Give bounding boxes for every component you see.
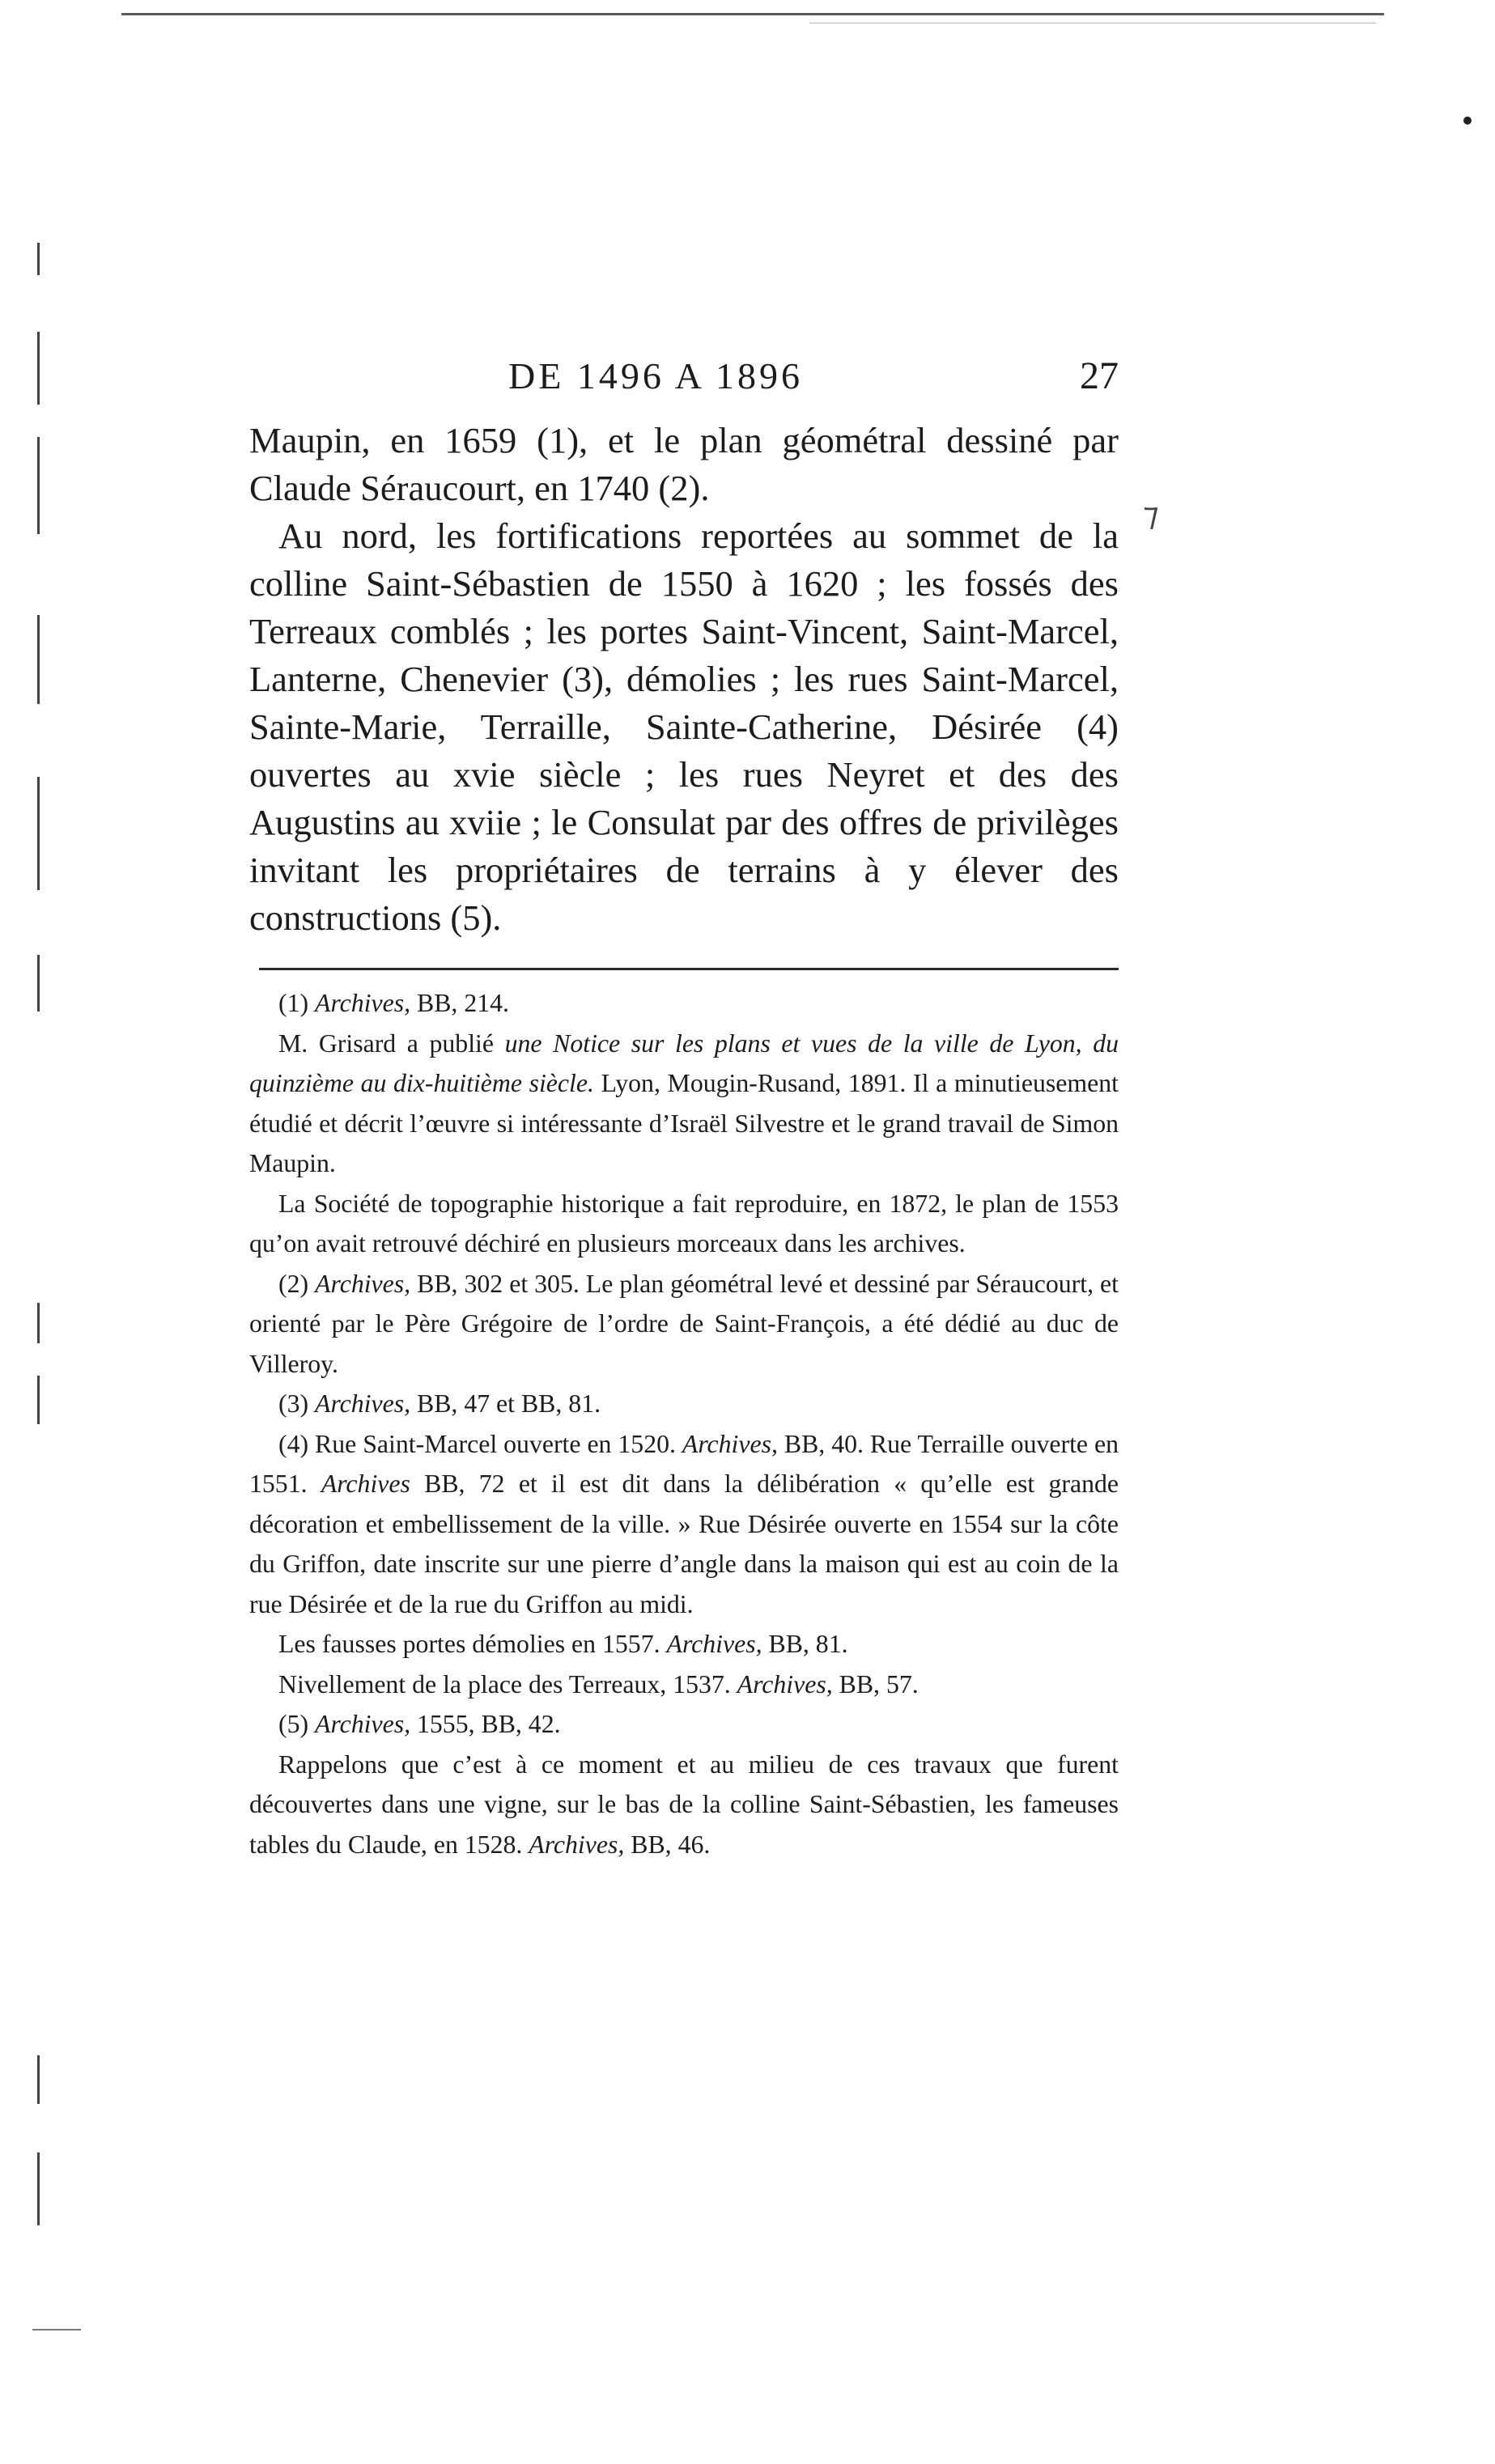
footnote-text: BB, 57.: [839, 1669, 919, 1699]
footnote-label: (1): [278, 989, 309, 1017]
work-title: une Notice sur les plans et vues de la ville de Lyon, du quinzième au dix-huitième siècle.: [249, 1028, 1119, 1097]
footnote-label: (5): [278, 1710, 309, 1738]
page-number: 27: [1080, 354, 1119, 397]
footnote-text: Nivellement de la place des Terreaux, 1537.: [278, 1669, 731, 1699]
footnote-separator: [259, 968, 1119, 970]
citation: Archives,: [529, 1830, 625, 1859]
footnote-text: Lyon, Mougin-Rusand, 1891. Il a minutieusement étudié et décrit l’œuvre si intéressante d’Israël Silvestre et le grand travail de Simon Maupin.: [249, 1069, 1119, 1177]
footnote-2: [249, 1264, 1119, 1385]
footnote-text: 1555, BB, 42.: [417, 1710, 561, 1738]
footnote-text: BB, 81.: [768, 1630, 848, 1658]
scan-edge-mark: [37, 437, 40, 534]
footnote-label: (2): [278, 1269, 309, 1298]
scan-bottom-mark: [32, 2329, 81, 2330]
citation: Archives,: [315, 1269, 411, 1298]
scan-edge-mark: [37, 955, 40, 1011]
scan-edge-mark: [37, 615, 40, 704]
footnote-1-continued: [249, 1024, 1119, 1184]
scan-top-border: [121, 13, 1384, 15]
scan-edge-mark: [37, 2152, 40, 2225]
footnote-4-continued: [249, 1665, 1119, 1705]
footnote-5: [249, 1704, 1119, 1745]
scan-edge-mark: [37, 2055, 40, 2104]
footnote-text: M. Grisard a publié: [278, 1028, 494, 1058]
footnote-text: BB, 46.: [631, 1830, 711, 1859]
footnote-text: BB, 72 et il est dit dans la délibération « qu’elle est grande décoration et embellissement de la ville. » Rue Désirée ouverte en 1554 sur la côte du Griffon, date inscrite sur une pierre d’angle dans la maison qui est au coin de la rue Désirée et de la rue du Griffon au midi.: [249, 1469, 1119, 1618]
running-header: [251, 348, 1119, 405]
footnote-5-continued: [249, 1745, 1119, 1865]
paragraph: Maupin, en 1659 (1), et le plan géométral dessiné par Claude Séraucourt, en 1740 (2).: [249, 420, 1119, 508]
footnotes: [249, 983, 1119, 1864]
footnote-text: BB, 302 et 305. Le plan géométral levé et dessiné par Séraucourt, et orienté par le Père Grégoire de l’ordre de Saint-François, a été dédié au duc de Villeroy.: [249, 1269, 1119, 1378]
footnote-1: [249, 983, 1119, 1024]
running-title: DE 1496 A 1896: [508, 355, 803, 397]
footnote-label: (3): [278, 1389, 309, 1418]
citation: Archives,: [737, 1669, 833, 1699]
footnote-text: BB, 47 et BB, 81.: [417, 1389, 601, 1418]
main-text: [249, 417, 1119, 942]
footnote-text: Rappelons que c’est à ce moment et au milieu de ces travaux que furent découvertes dans une vigne, sur le bas de la colline Saint-Sébastien, les fameuses tables du Claude, en 1528.: [249, 1749, 1119, 1859]
scan-dot-mark: [1463, 117, 1472, 125]
citation: Archives,: [315, 989, 411, 1017]
scan-edge-mark: [37, 1303, 40, 1343]
footnote-text: Les fausses portes démolies en 1557.: [278, 1630, 660, 1658]
footnote-3: [249, 1384, 1119, 1424]
citation: Archives,: [682, 1429, 778, 1458]
footnote-4-continued: [249, 1624, 1119, 1665]
margin-mark: ⁊: [1143, 496, 1159, 532]
footnote-text: BB, 214.: [417, 989, 509, 1017]
scan-edge-mark: [37, 243, 40, 275]
footnote-1-continued: La Société de topographie historique a fait reproduire, en 1872, le plan de 1553 qu’on avait retrouvé déchiré en plusieurs morceaux dans les archives.: [249, 1189, 1119, 1257]
citation: Archives: [321, 1469, 410, 1498]
scan-edge-mark: [37, 1376, 40, 1424]
footnote-text: BB, 40. Rue Terraille ouverte en 1551.: [249, 1429, 1119, 1498]
footnote-text: (4) Rue Saint-Marcel ouverte en 1520.: [278, 1429, 676, 1458]
scan-edge-mark: [37, 777, 40, 890]
citation: Archives,: [666, 1630, 762, 1658]
paragraph: Au nord, les fortifications reportées au sommet de la colline Saint-Sébastien de 1550 à 1620 ; les fossés des Terreaux comblés ; les portes Saint-Vincent, Saint-Marcel, Lanterne, Chenevier (3), démolies ; les rues Saint-Marcel, Sainte-Marie, Terraille, Sainte-Catherine, Désirée (4) ouvertes au xvie siècle ; les rues Neyret et des des Augustins au xviie ; le Consulat par des offres de privilèges invitant les propriétaires de terrains à y élever des constructions (5).: [249, 515, 1119, 938]
footnote-4: [249, 1424, 1119, 1625]
citation: Archives,: [315, 1710, 411, 1738]
scan-edge-mark: [37, 332, 40, 405]
citation: Archives,: [315, 1389, 411, 1418]
